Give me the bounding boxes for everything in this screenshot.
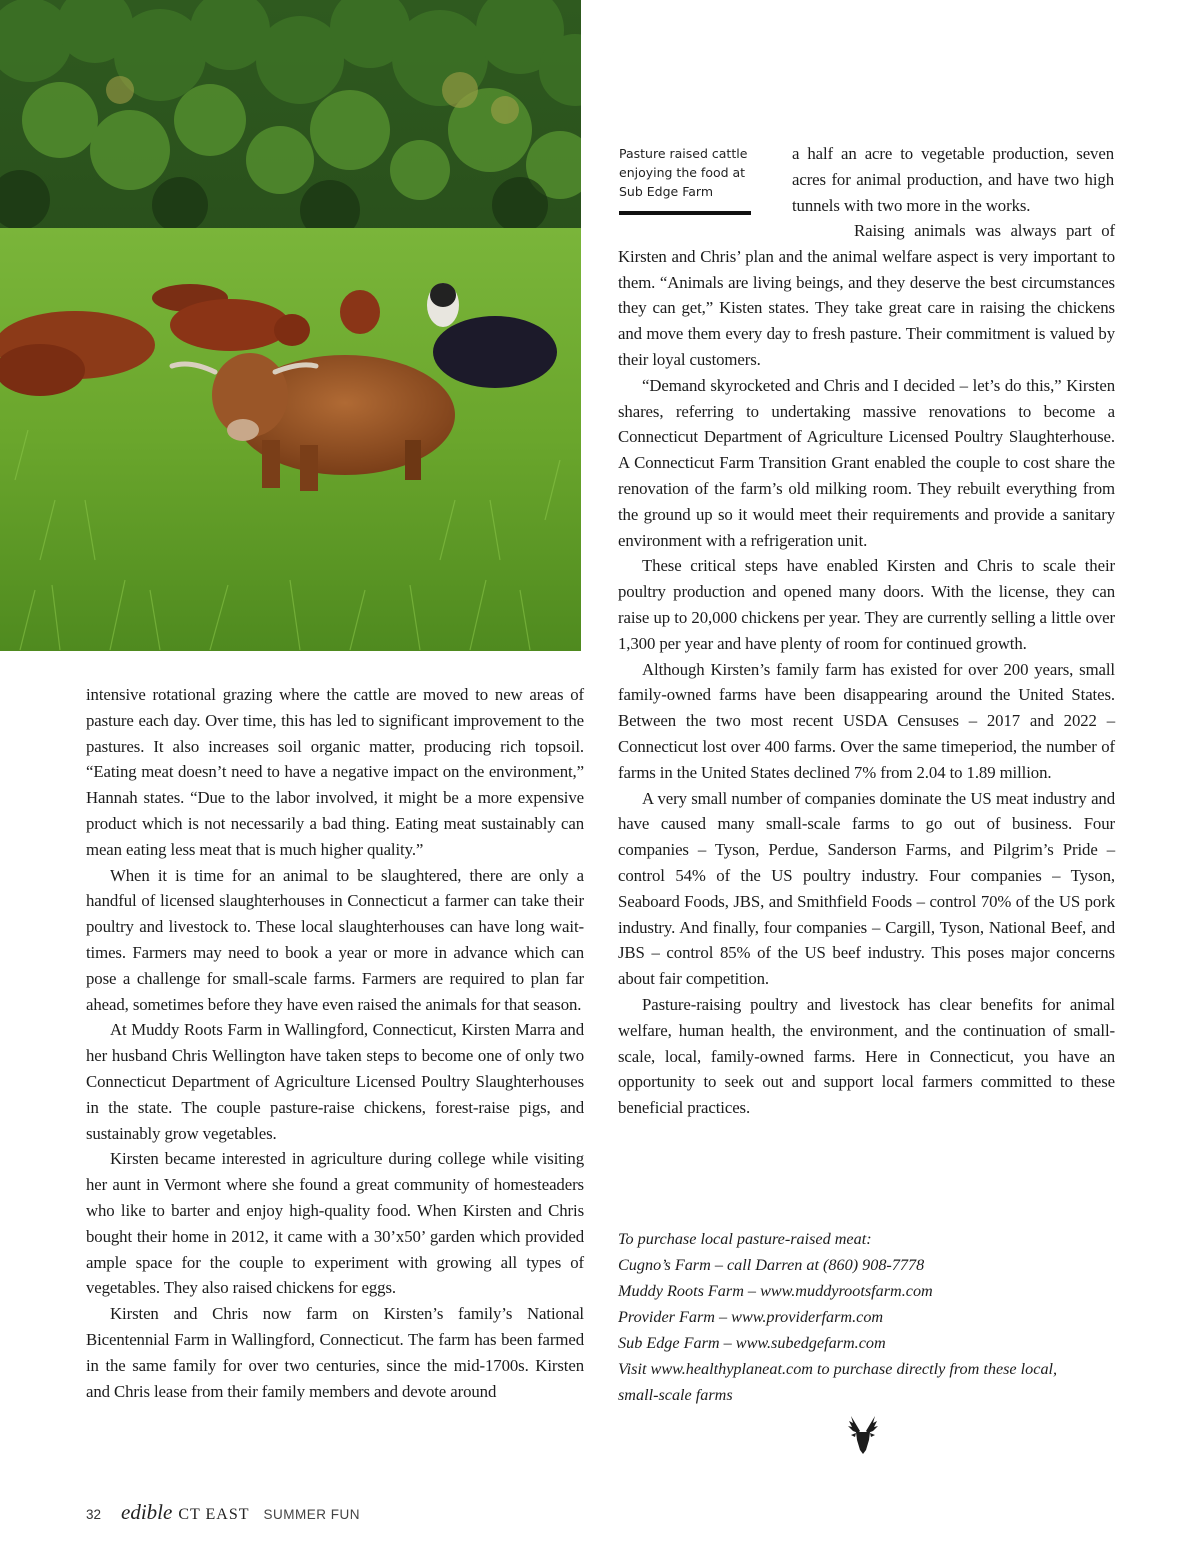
resource-item: small-scale farms — [618, 1386, 733, 1404]
paragraph: When it is time for an animal to be slaughtered, there are only a handful of licensed slaughterhouses in Connecticut a farmer can take their poultry and livestock to. These local slaughterhouses can have long wait-times. Farmers may need to book a year or more in advance which can pose a challenge for small-scale farms. Farmers are required to plan far ahead, sometimes before they have even raised the animals for that season. — [86, 865, 584, 1014]
right-column-lead — [792, 141, 1114, 218]
right-column — [618, 218, 1115, 1121]
paragraph: These critical steps have enabled Kirsten and Chris to scale their poultry production and opened many doors. With the license, they can raise up to 20,000 chickens per year. They are currently selling a little over 1,300 per year and have plenty of room for continued growth. — [618, 556, 1115, 653]
resource-item: Muddy Roots Farm – www.muddyrootsfarm.com — [618, 1282, 933, 1300]
paragraph: Raising animals was always part of Kirsten and Chris’ plan and the animal welfare aspect is very important to them. “Animals are living beings, and they deserve the best circumstances they can get,” Kisten states. They take great care in raising the chickens and move them every day to fresh pasture. Their commitment is valued by their loyal customers. — [618, 221, 1115, 369]
page-footer — [86, 1500, 360, 1524]
caption-divider — [619, 211, 751, 215]
resource-heading: To purchase local pasture-raised meat: — [618, 1230, 872, 1248]
purchase-resources — [618, 1226, 1115, 1408]
left-column — [86, 682, 584, 1404]
resource-item: Cugno’s Farm – call Darren at (860) 908-7778 — [618, 1256, 925, 1274]
resource-item: Visit www.healthyplaneat.com to purchase directly from these local, — [618, 1360, 1058, 1378]
photo-caption — [619, 144, 751, 201]
cattle-photo — [0, 0, 581, 651]
magazine-region: CT EAST — [178, 1506, 250, 1523]
paragraph: a half an acre to vegetable production, seven acres for animal production, and have two high tunnels with two more in the works. — [792, 144, 1114, 215]
magazine-brand: edible — [121, 1500, 173, 1524]
deer-head-icon — [843, 1414, 883, 1456]
issue-name: SUMMER FUN — [263, 1507, 360, 1522]
caption-line: Sub Edge Farm — [619, 184, 713, 199]
paragraph: Kirsten became interested in agriculture during college while visiting her aunt in Vermont where she found a great community of homesteaders who like to barter and enjoy high-quality food. When Kirsten and Chris bought their home in 2012, it came with a 30’x50’ garden which provided ample space for the couple to experiment with growing all types of vegetables. They also raised chickens for eggs. — [86, 1149, 584, 1298]
paragraph: Kirsten and Chris now farm on Kirsten’s family’s National Bicentennial Farm in Wallingford, Connecticut. The farm has been farmed in the same family for over two centuries, since the mid-1700s. Kirsten and Chris lease from their family members and devote around — [86, 1304, 584, 1401]
paragraph: At Muddy Roots Farm in Wallingford, Connecticut, Kirsten Marra and her husband Chris Wellington have taken steps to become one of only two Connecticut Department of Agriculture Licensed Poultry Slaughterhouses in the state. The couple pasture-raise chickens, forest-raise pigs, and sustainably grow vegetables. — [86, 1020, 584, 1143]
page-number: 32 — [86, 1507, 102, 1522]
paragraph: intensive rotational grazing where the cattle are moved to new areas of pasture each day. Over time, this has led to significant improvement to the pastures. It also increases soil organic matter, producing rich topsoil. “Eating meat doesn’t need to have a negative impact on the environment,” Hannah states. “Due to the labor involved, it might be a more expensive product which is not necessarily a bad thing. Eating meat sustainably can mean eating less meat that is much higher quality.” — [86, 685, 584, 859]
paragraph: A very small number of companies dominate the US meat industry and have caused many small-scale farms to go out of business. Four companies – Tyson, Perdue, Sanderson Farms, and Pilgrim’s Pride – control 54% of the US poultry industry. Four companies – Tyson, Seaboard Foods, JBS, and Smithfield Foods – control 70% of the US pork industry. And finally, four companies – Cargill, Tyson, National Beef, and JBS – control 85% of the US beef industry. This poses major concerns about fair competition. — [618, 788, 1115, 989]
paragraph: Pasture-raising poultry and livestock has clear benefits for animal welfare, human health, the environment, and the continuation of small-scale, local, family-owned farms. Here in Connecticut, you have an opportunity to seek out and support local farmers committed to these beneficial practices. — [618, 994, 1115, 1118]
paragraph: Although Kirsten’s family farm has existed for over 200 years, small family-owned farms have been disappearing around the United States. Between the two most recent USDA Censuses – 2017 and 2022 – Connecticut lost over 400 farms. Over the same timeperiod, the number of farms in the United States declined 7% from 2.04 to 1.89 million. — [618, 659, 1115, 782]
resource-item: Provider Farm – www.providerfarm.com — [618, 1308, 884, 1326]
paragraph: “Demand skyrocketed and Chris and I decided – let’s do this,” Kirsten shares, referring to undertaking massive renovations to become a Connecticut Department of Agriculture Licensed Poultry Slaughterhouse. A Connecticut Farm Transition Grant enabled the couple to cost share the renovation of the farm’s old milking room. They rebuilt everything from the ground up so it would meet their requirements and provide a sanitary environment with a refrigeration unit. — [618, 375, 1115, 550]
resource-item: Sub Edge Farm – www.subedgefarm.com — [618, 1334, 886, 1352]
caption-line: enjoying the food at — [619, 165, 746, 180]
caption-line: Pasture raised cattle — [619, 146, 748, 161]
